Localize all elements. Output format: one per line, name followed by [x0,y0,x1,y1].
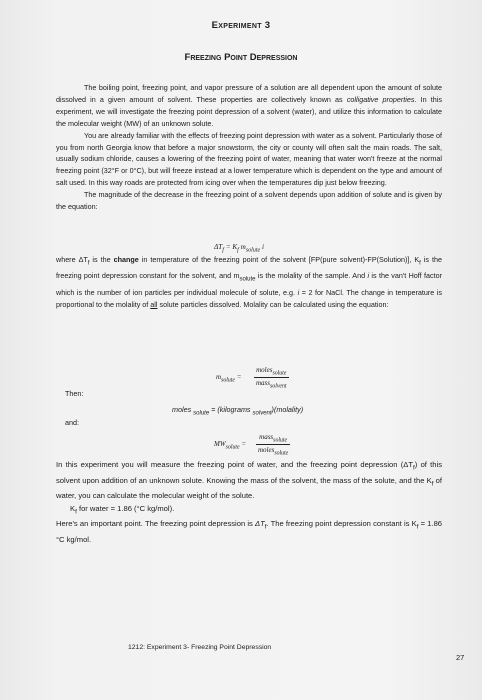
page-title: Freezing Point Depression [184,52,298,63]
moles-equation: moles $_{solute}$ = (kilograms $_{solvent}$)(molality) [172,405,304,417]
then-label: Then: [65,389,84,398]
paragraph-roads: You are already familiar with the effects of freezing point depression with water as a solvent. Particularly those of you from north Georgia know that before a major snowstorm, the city or county will often salt the main roads. The salt, usually sodium chloride, causes a lowering of the freezing point of water, meaning that water won't freeze at the normal freezing point (32°F or 0°C), but will freeze instead at a lower temperature which is dependent on the type and amount of salt used. In this way roads are protected from icing over when the temperatures dip just below freezing. [56,130,442,188]
paragraph-definitions: where $\Delta T_f$ is the change in temperature of the freezing point of the solvent [FP(pure solvent)-FP(Solution)], $K_f$ is the freezing point depression constant for the solvent, and $m_{solute}$ is the molality of the sample. And i is the van't Hoff factor which is the number of ion particles per individual molecule of solute, e.g. i = 2 for NaCl. The change in temperature is proportional to the molality of all solute particles dissolved. Molality can be calculated using the equation: [56,255,442,309]
paragraph-magnitude: The magnitude of the decrease in the freezing point of a solvent depends upon addition of solute and is given by the equation: [56,190,442,212]
intro-text [56,82,442,213]
paragraph-colligative: The boiling point, freezing point, and vapor pressure of a solution are all dependent upon the amount of solute dissolved in a given amount of solvent. These properties are collectively known as colligative properties. In this experiment, we will investigate the freezing point depression of a solvent (water), and utilize this information to calculate the molecular weight (MW) of an unknown solute. [56,83,442,128]
experiment-text [56,459,442,546]
and-label: and: [65,418,79,427]
kf-value: $K_f$ for water = 1.86 (°C kg/mol). [70,503,175,516]
important-point: Here's an important point. The freezing point depression is $\Delta T_f$. The freezing point depression constant is $K_f = 1.86$ °C kg/mol. [56,519,443,545]
molality-equation: $m_{solute}$ = moles$_{solute}$ mass$_{solvent}$ [216,366,287,390]
paragraph-procedure: In this experiment you will measure the freezing point of water, and the freezing point depression $(\Delta T_f)$ of this solvent upon addition of an unknown solute. Knowing the mass of the solvent, the mass of the solute, and the $K_f$ of water, you can calculate the molecular weight of the solute. [56,460,442,501]
page-number: 27 [456,653,465,662]
where-text [56,254,442,311]
molecular-weight-equation: $MW_{solute}$ = mass$_{solute}$ moles$_{solute}$ [214,433,289,457]
freezing-point-equation: $\Delta T_f = K_f$ $m_{solute}$ i [214,243,264,254]
experiment-number: Experiment 3 [211,20,271,31]
footer-text: 1212: Experiment 3- Freezing Point Depression [128,644,272,651]
